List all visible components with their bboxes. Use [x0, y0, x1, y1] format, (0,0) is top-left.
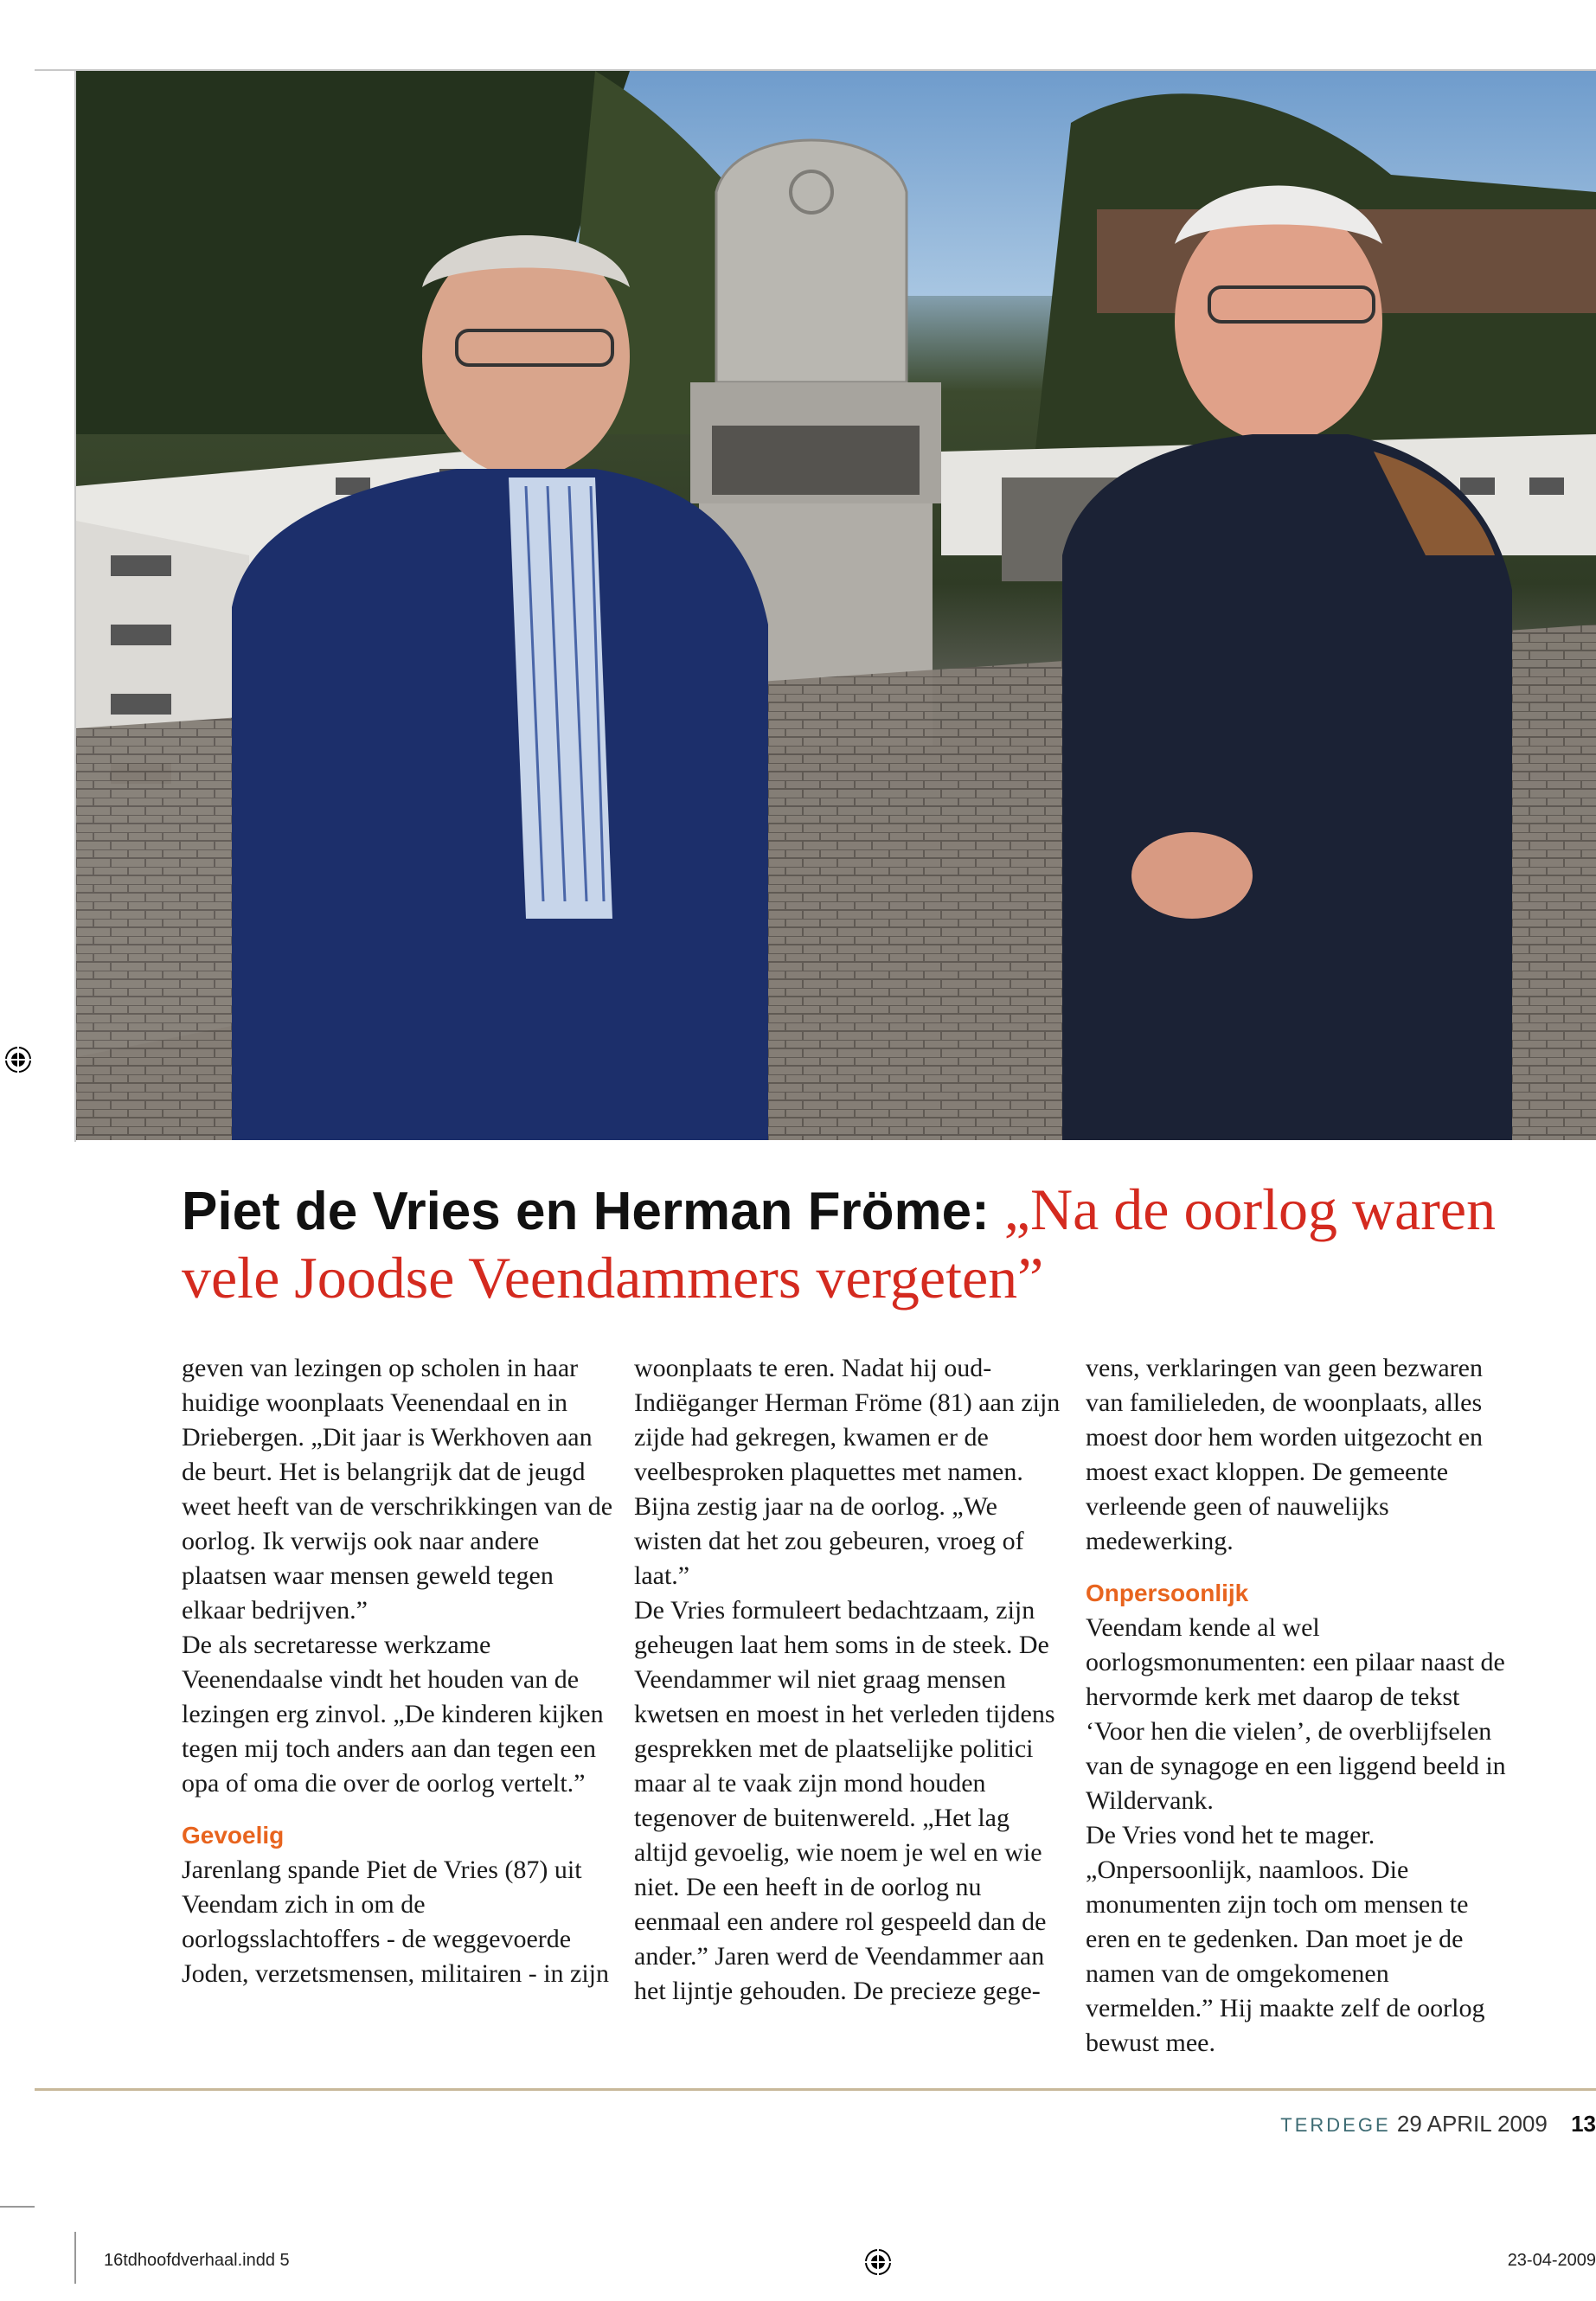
- memorial-photo: [76, 71, 1596, 1140]
- headline-quote-line1: „Na de oorlog waren: [989, 1176, 1497, 1242]
- photo-illustration: [76, 71, 1596, 1140]
- headline-quote-line2: vele Joodse Veendammers vergeten”: [182, 1245, 1044, 1311]
- crop-mark-vertical: [74, 2232, 76, 2284]
- article-column-1: [182, 1351, 614, 1991]
- column-2-paragraph-1: woonplaats te eren. Nadat hij oud-Indiëganger Herman Fröme (81) aan zijn zijde had gekregen, kwamen er de veelbesproken plaquettes met namen. Bijna zestig jaar na de oorlog. „We wisten dat het zou gebeuren, vroeg of laat.”: [634, 1354, 1061, 1590]
- column-3-paragraph-1: vens, verklaringen van geen bezwaren van familieleden, de woonplaats, alles moest door hem worden uitgezocht en moest exact kloppen. De gemeente verleende geen of nauwelijks medewerking.: [1086, 1354, 1484, 1555]
- registration-mark-left-icon: [3, 1045, 33, 1074]
- column-2-paragraph-2: De Vries formuleert bedachtzaam, zijn geheugen laat hem soms in de steek. De Veendammer wil niet graag mensen kwetsen en moest in het verleden tijdens gesprekken met de plaatselijke politici maar al te vaak zijn mond houden tegenover de buitenwereld. „Het lag altijd gevoelig, wie noem je wel en wie niet. De een heeft in de oorlog nu eenmaal een andere rol gespeeld dan de ander.” Jaren werd de Veendammer aan het lijntje gehouden. De precieze gege-: [634, 1596, 1055, 2005]
- page-footer: [1280, 2111, 1596, 2149]
- subhead-onpersoonlijk: Onpersoonlijk: [1086, 1580, 1249, 1606]
- article-column-2: [634, 1351, 1067, 2009]
- page-number: 13: [1571, 2111, 1596, 2137]
- column-3-paragraph-2: Veendam kende al wel oorlogsmonumenten: een pilaar naast de hervormde kerk met daarop de tekst ‘Voor hen die vielen’, de overblijfselen van de synagoge en een liggend beeld in Wildervank.: [1086, 1613, 1506, 1815]
- magazine-name: TERDEGE: [1280, 2114, 1391, 2136]
- article-headline: [182, 1176, 1531, 1312]
- issue-date: 29 APRIL 2009: [1396, 2111, 1548, 2137]
- column-1-paragraph-1: geven van lezingen op scholen in haar huidige woonplaats Veenendaal en in Driebergen. „Dit jaar is Werkhoven aan de beurt. Het is belangrijk dat de jeugd weet heeft van de verschrikkingen van de oorlog. Ik verwijs ook naar andere plaatsen waar mensen geweld tegen elkaar bedrijven.”: [182, 1354, 613, 1625]
- column-1-paragraph-3: Jarenlang spande Piet de Vries (87) uit Veendam zich in om de oorlogsslachtoffers - de weggevoerde Joden, verzetsmensen, militairen - in zijn: [182, 1856, 610, 1988]
- slug-filename: 16tdhoofdverhaal.indd 5: [104, 2251, 290, 2270]
- frame-bottom-line: [35, 2088, 1596, 2091]
- slug-date: 23-04-2009: [1507, 2251, 1596, 2270]
- subhead-gevoelig: Gevoelig: [182, 1822, 285, 1849]
- column-3-paragraph-3: De Vries vond het te mager. „Onpersoonlijk, naamloos. Die monumenten zijn toch om mensen te eren en te gedenken. Dan moet je de namen van de omgekomenen vermelden.” Hij maakte zelf de oorlog bewust mee.: [1086, 1821, 1485, 2057]
- headline-names: Piet de Vries en Herman Fröme:: [182, 1182, 990, 1241]
- registration-mark-bottom-icon: [863, 2247, 893, 2277]
- crop-mark-horizontal: [0, 2206, 35, 2208]
- column-1-paragraph-2: De als secretaresse werkzame Veenendaalse vindt het houden van de lezingen erg zinvol. „De kinderen kijken tegen mij toch anders aan dan tegen een opa of oma die over de oorlog vertelt.”: [182, 1631, 604, 1798]
- article-column-3: [1086, 1351, 1518, 2061]
